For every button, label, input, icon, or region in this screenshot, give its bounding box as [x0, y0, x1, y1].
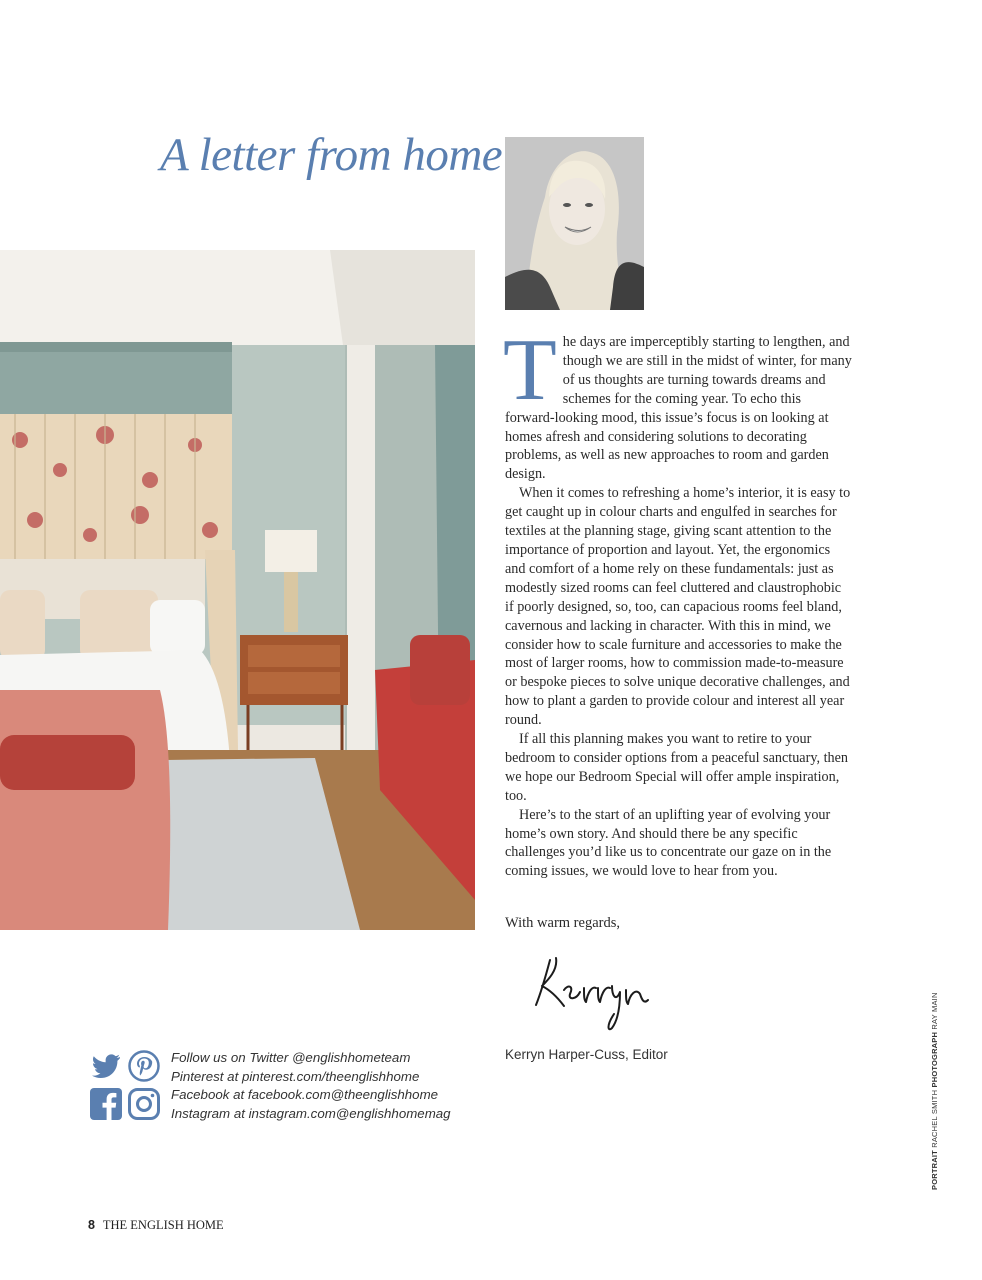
portrait-credit-name: RACHEL SMITH [930, 1089, 939, 1148]
bedroom-photo [0, 250, 475, 930]
portrait-credit-label: PORTRAIT [930, 1150, 939, 1190]
letter-paragraph-1-text: he days are imperceptibly starting to lengthen, and though we are still in the midst of winter, for many of us thoughts are turning towards dreams and schemes for the coming year. To echo this forward-looking mood, this issue’s focus is on looking at homes afresh and considering solutions to decorating problems, as well as new approaches to room and garden design. [505, 334, 852, 483]
page-title: A letter from home [160, 129, 503, 181]
social-facebook-line[interactable]: Facebook at facebook.com@theenglishhome [171, 1087, 439, 1103]
social-links [171, 1049, 451, 1123]
photograph-credit-name: RAY MAIN [930, 992, 939, 1030]
instagram-icon[interactable] [128, 1088, 160, 1120]
twitter-icon[interactable] [90, 1050, 122, 1082]
signoff: With warm regards, [505, 915, 620, 931]
letter-paragraph-2: When it comes to refreshing a home’s interior, it is easy to get caught up in colour charts and engulfed in searches for textiles at the planning stage, giving scant attention to the importance of proportion and layout. Yet, the ergonomics and comfort of a home rely on these fundamentals: just as modestly sized rooms can feel cluttered and claustrophobic if poorly designed, so, too, can capacious rooms feel bland, cavernous and lacking in character. With this in mind, we consider how to scale furniture and accessories to make the most of larger rooms, how to commission made-to-measure or bespoke pieces to solve unique decorative challenges, and how to plant a garden to provide colour and interest all year round. [505, 485, 851, 729]
editor-portrait [505, 137, 644, 310]
photograph-credit-label: PHOTOGRAPH [930, 1031, 939, 1088]
letter-paragraph-4: Here’s to the start of an uplifting year of evolving your home’s own story. And should there be any specific challenges you’d like us to concentrate our gaze on in the coming issues, we would love to hear from you. [505, 806, 832, 880]
editor-signature [528, 950, 658, 1035]
social-pinterest-line[interactable]: Pinterest at pinterest.com/theenglishhome [171, 1068, 420, 1084]
page-number: 8 [88, 1218, 95, 1232]
social-twitter-line[interactable]: Follow us on Twitter @englishhometeam [171, 1050, 411, 1065]
facebook-icon[interactable] [90, 1088, 122, 1120]
pinterest-icon[interactable] [128, 1050, 160, 1082]
editor-credit: Kerryn Harper-Cuss, Editor [505, 1047, 668, 1062]
publication-name: THE ENGLISH HOME [102, 1218, 224, 1232]
letter-paragraph-1 [503, 322, 853, 484]
social-instagram-line[interactable]: Instagram at instagram.com@englishhomemag [171, 1105, 451, 1121]
letter-paragraph-3: If all this planning makes you want to retire to your bedroom to consider options from a peaceful sanctuary, then we hope our Bedroom Special will offer ample inspiration, too. [505, 731, 849, 804]
drop-cap: T [503, 322, 557, 419]
folio [88, 1218, 224, 1233]
editor-letter [503, 322, 853, 881]
social-icons [90, 1050, 162, 1122]
photo-credit [930, 992, 939, 1190]
